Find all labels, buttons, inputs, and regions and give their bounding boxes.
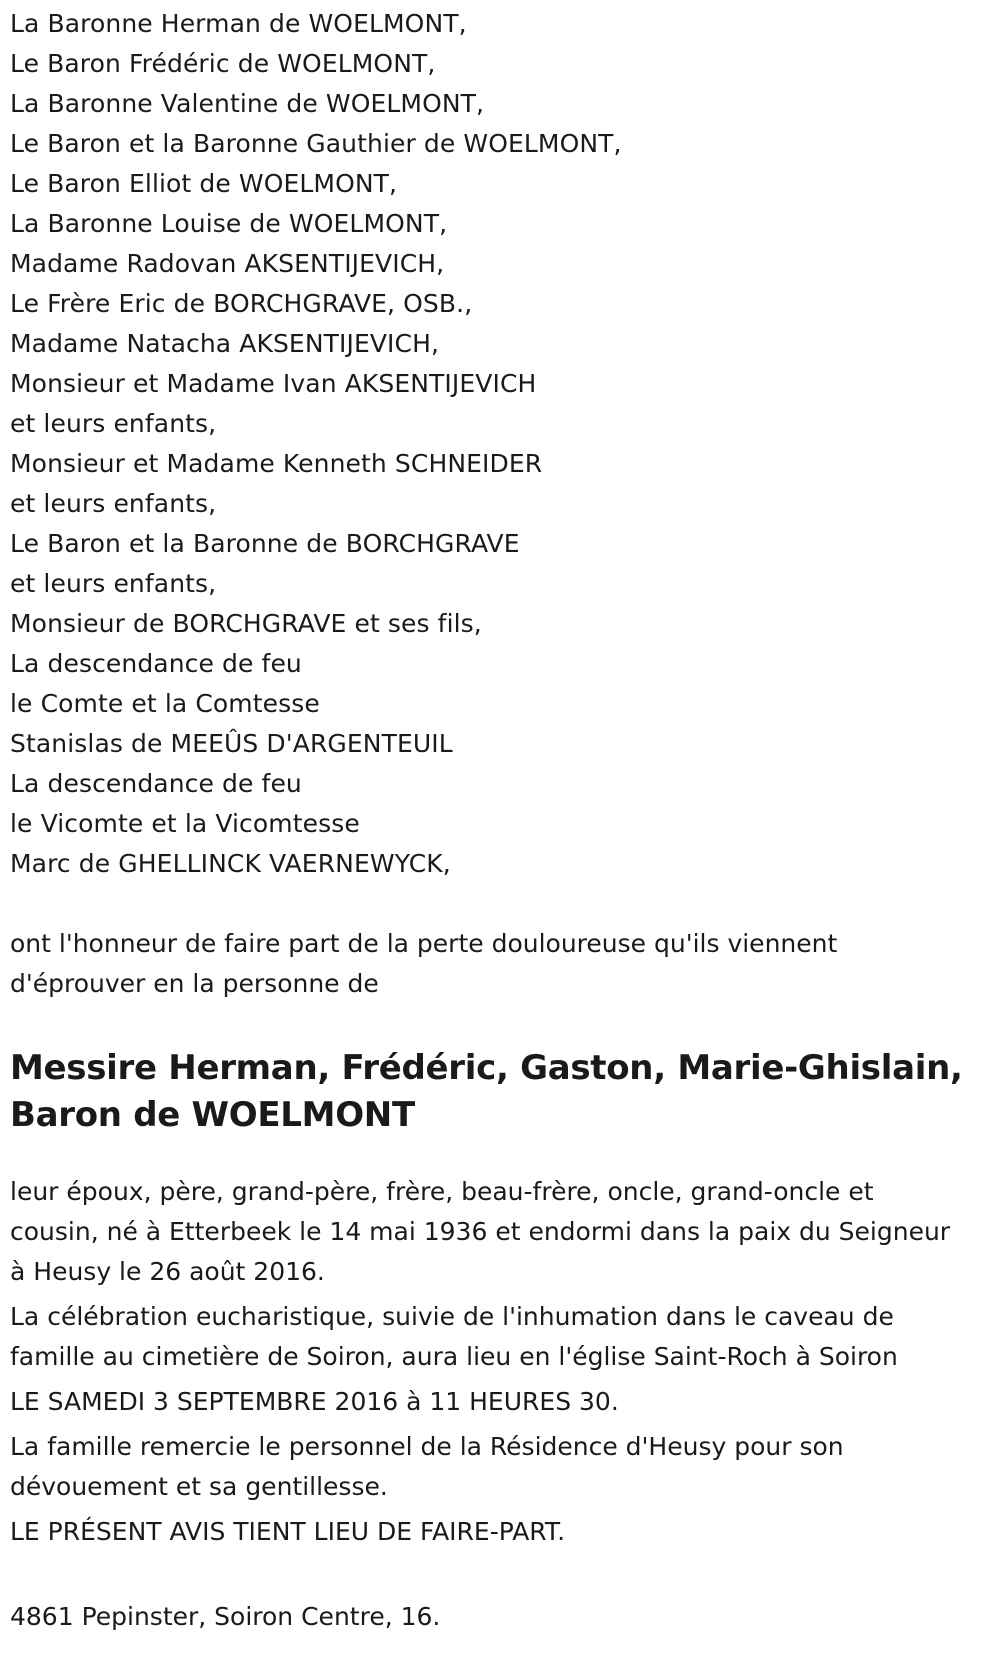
thanks-text: La famille remercie le personnel de la Résidence d'Heusy pour son dévouement et sa gentillesse. [10,1432,844,1501]
family-line: La Baronne Louise de WOELMONT, [10,209,448,238]
family-line: La Baronne Herman de WOELMONT, [10,9,467,38]
family-line: La Baronne Valentine de WOELMONT, [10,89,485,118]
ceremony-text: La célébration eucharistique, suivie de l'inhumation dans le caveau de famille au cimetière de Soiron, aura lieu en l'église Saint-Roch à Soiron [10,1302,898,1371]
family-line: Le Baron Elliot de WOELMONT, [10,169,398,198]
family-line: Marc de GHELLINCK VAERNEWYCK, [10,849,451,878]
family-line: La descendance de feu [10,769,302,798]
family-line: Monsieur et Madame Ivan AKSENTIJEVICH [10,369,537,398]
family-line: Monsieur de BORCHGRAVE et ses fils, [10,609,482,638]
family-line: La descendance de feu [10,649,302,678]
family-line: Le Frère Eric de BORCHGRAVE, OSB., [10,289,473,318]
details-text: leur époux, père, grand-père, frère, beau-frère, oncle, grand-oncle et cousin, né à Etterbeek le 14 mai 1936 et endormi dans la paix du Seigneur à Heusy le 26 août 2016. [10,1177,951,1286]
family-line: Le Baron et la Baronne Gauthier de WOELMONT, [10,129,622,158]
family-line: Le Baron Frédéric de WOELMONT, [10,49,436,78]
family-line: et leurs enfants, [10,569,217,598]
family-line: Madame Radovan AKSENTIJEVICH, [10,249,445,278]
family-line: et leurs enfants, [10,489,217,518]
family-line: Monsieur et Madame Kenneth SCHNEIDER [10,449,543,478]
family-line: Stanislas de MEEÛS D'ARGENTEUIL [10,729,453,758]
deceased-name-line1: Messire Herman, Frédéric, Gaston, Marie-Ghislain, [10,1048,963,1088]
intro-text: ont l'honneur de faire part de la perte douloureuse qu'ils viennent d'éprouver en la personne de [10,929,838,998]
family-line: Madame Natacha AKSENTIJEVICH, [10,329,440,358]
deceased-name-line2: Baron de WOELMONT [10,1095,415,1135]
notice-text: LE PRÉSENT AVIS TIENT LIEU DE FAIRE-PART. [10,1517,566,1546]
family-line: et leurs enfants, [10,409,217,438]
family-line: Le Baron et la Baronne de BORCHGRAVE [10,529,520,558]
family-line: le Comte et la Comtesse [10,689,320,718]
family-list [10,4,1000,884]
deceased-name [10,1045,990,1139]
address-text: 4861 Pepinster, Soiron Centre, 16. [10,1602,441,1631]
family-line: le Vicomte et la Vicomtesse [10,809,360,838]
ceremony-date: LE SAMEDI 3 SEPTEMBRE 2016 à 11 HEURES 30. [10,1387,619,1416]
